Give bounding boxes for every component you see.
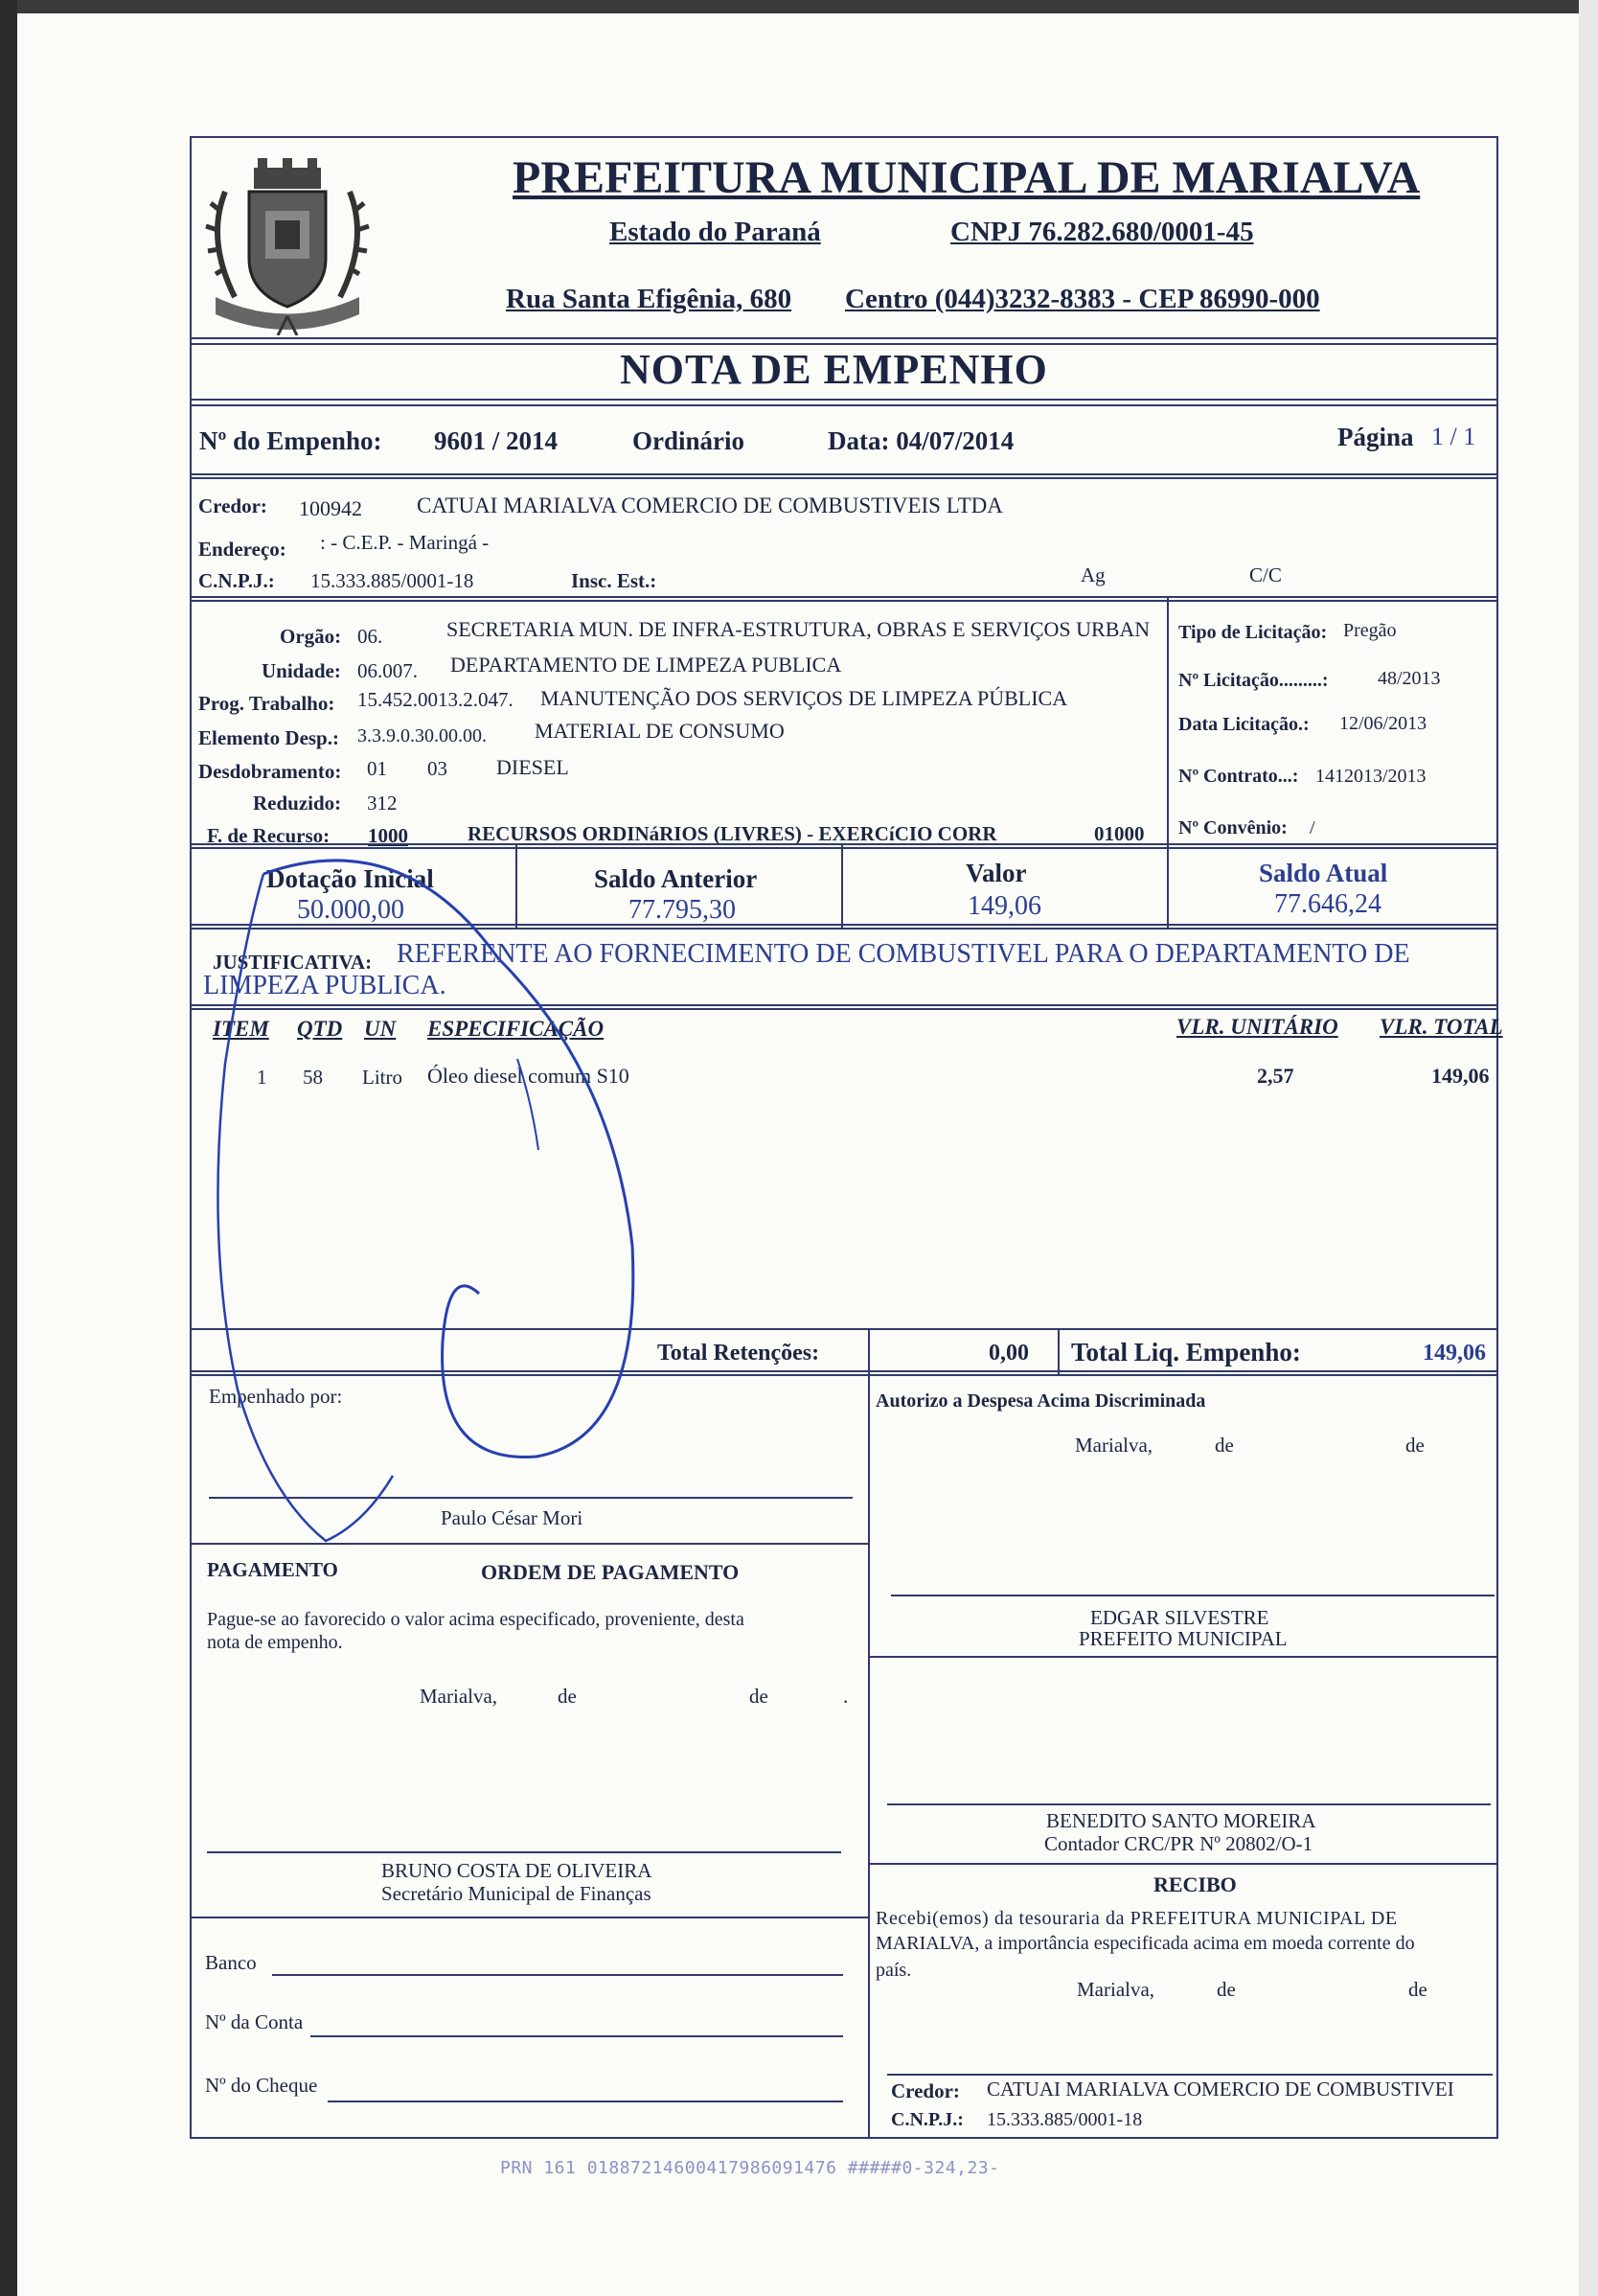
recibo-line2: MARIALVA, a importância especificada acima em moeda corrente do <box>876 1933 1415 1954</box>
pagamento-label: PAGAMENTO <box>207 1558 338 1581</box>
pagamento-de2: de <box>749 1685 768 1708</box>
credor-code: 100942 <box>299 496 362 520</box>
autorizo-label: Autorizo a Despesa Acima Discriminada <box>876 1390 1206 1412</box>
elem-code: 3.3.9.0.30.00.00. <box>357 725 487 746</box>
prog-code: 15.452.0013.2.047. <box>357 688 514 711</box>
unidade-name: DEPARTAMENTO DE LIMPEZA PUBLICA <box>450 653 842 677</box>
col-item: ITEM <box>213 1017 269 1041</box>
banco-label: Banco <box>205 1951 257 1974</box>
recibo-line1: Recebi(emos) da tesouraria da PREFEITURA MUNICIPAL DE <box>876 1908 1398 1929</box>
valor-value: 149,06 <box>968 891 1041 921</box>
ag-label: Ag <box>1081 563 1106 586</box>
pagamento-place: Marialva, <box>420 1685 498 1708</box>
endereco-value: : - C.E.P. - Maringá - <box>320 531 490 554</box>
empenhado-label: Empenhado por: <box>209 1385 343 1408</box>
pagamento-de1: de <box>558 1685 577 1708</box>
empenho-type: Ordinário <box>632 426 745 455</box>
row-item: 1 <box>257 1066 267 1089</box>
desd-name: DIESEL <box>496 755 569 779</box>
num-licitacao-value: 48/2013 <box>1378 668 1441 689</box>
empenho-number: 9601 / 2014 <box>434 426 559 455</box>
secretario-name: BRUNO COSTA DE OLIVEIRA <box>381 1859 652 1882</box>
insc-label: Insc. Est.: <box>571 569 657 592</box>
contador-role: Contador CRC/PR Nº 20802/O-1 <box>1044 1832 1313 1855</box>
rec-name: RECURSOS ORDINáRIOS (LIVRES) - EXERCíCIO CORR <box>468 822 997 845</box>
rec-code: 1000 <box>368 824 408 847</box>
orgao-code: 06. <box>357 625 383 648</box>
autorizo-de1: de <box>1215 1434 1234 1457</box>
red-value: 312 <box>367 792 398 815</box>
conta-label: Nº da Conta <box>205 2010 304 2033</box>
contrato-label: Nº Contrato...: <box>1178 766 1299 787</box>
data-licitacao-value: 12/06/2013 <box>1339 713 1427 734</box>
autorizo-place: Marialva, <box>1075 1434 1153 1457</box>
valor-label: Valor <box>966 859 1027 887</box>
bank-stamp-line: PRN 161 01887214600417986091476 #####0-324,23- <box>500 2158 1000 2178</box>
recibo-de1: de <box>1217 1978 1236 2001</box>
saldo-atual-value: 77.646,24 <box>1274 889 1381 919</box>
data-licitacao-label: Data Licitação.: <box>1178 714 1310 735</box>
saldo-atual-label: Saldo Atual <box>1259 859 1388 887</box>
empenhado-name: Paulo César Mori <box>441 1506 583 1529</box>
header-title: PREFEITURA MUNICIPAL DE MARIALVA <box>513 152 1421 203</box>
footer-cnpj-value: 15.333.885/0001-18 <box>987 2109 1143 2130</box>
pagamento-text2: nota de empenho. <box>207 1632 343 1653</box>
justificativa-label: JUSTIFICATIVA: <box>213 951 373 974</box>
ret-label: Total Retenções: <box>657 1341 820 1366</box>
rec-label: F. de Recurso: <box>207 824 331 847</box>
col-vlr-total: VLR. TOTAL <box>1380 1015 1503 1039</box>
header-state: Estado do Paraná <box>609 217 821 247</box>
col-vlr-unit: VLR. UNITÁRIO <box>1176 1015 1338 1039</box>
liq-label: Total Liq. Empenho: <box>1071 1338 1301 1366</box>
row-vlr-unit: 2,57 <box>1257 1064 1294 1088</box>
orgao-name: SECRETARIA MUN. DE INFRA-ESTRUTURA, OBRAS E SERVIÇOS URBAN <box>446 617 1151 641</box>
endereco-label: Endereço: <box>198 538 286 561</box>
saldo-anterior-label: Saldo Anterior <box>594 864 758 893</box>
footer-credor-label: Credor: <box>891 2079 960 2102</box>
credor-label: Credor: <box>198 494 267 517</box>
pagamento-text1: Pague-se ao favorecido o valor acima especificado, proveniente, desta <box>207 1609 744 1630</box>
prefeito-role: PREFEITO MUNICIPAL <box>1079 1627 1288 1650</box>
pagamento-dot: . <box>843 1685 849 1708</box>
empenho-date: Data: 04/07/2014 <box>828 426 1015 455</box>
header-cnpj: CNPJ 76.282.680/0001-45 <box>950 217 1254 247</box>
credor-name: CATUAI MARIALVA COMERCIO DE COMBUSTIVEIS LTDA <box>417 494 1003 517</box>
rec-code2: 01000 <box>1094 822 1145 845</box>
cnpj-label: C.N.P.J.: <box>198 569 275 592</box>
dotacao-inicial-value: 50.000,00 <box>297 895 404 925</box>
liq-value: 149,06 <box>1423 1341 1486 1366</box>
prog-label: Prog. Trabalho: <box>198 692 335 715</box>
convenio-value: / <box>1310 817 1315 838</box>
row-un: Litro <box>362 1066 402 1089</box>
saldo-anterior-value: 77.795,30 <box>628 895 736 925</box>
recibo-title: RECIBO <box>1153 1872 1237 1896</box>
prog-name: MANUTENÇÃO DOS SERVIÇOS DE LIMPEZA PÚBLICA <box>540 686 1068 710</box>
row-qtd: 58 <box>303 1066 323 1089</box>
num-licitacao-label: Nº Licitação.........: <box>1178 670 1329 691</box>
desd-b: 03 <box>427 757 447 780</box>
header-address: Rua Santa Efigênia, 680 <box>506 284 792 314</box>
ret-value: 0,00 <box>989 1341 1029 1366</box>
contador-name: BENEDITO SANTO MOREIRA <box>1046 1809 1316 1832</box>
red-label: Reduzido: <box>253 792 342 815</box>
recibo-de2: de <box>1408 1978 1427 2001</box>
footer-credor-name: CATUAI MARIALVA COMERCIO DE COMBUSTIVEI <box>987 2078 1454 2101</box>
col-un: UN <box>364 1017 397 1041</box>
page-value: 1 / 1 <box>1431 423 1476 450</box>
recibo-line3: país. <box>876 1960 912 1981</box>
footer-cnpj-label: C.N.P.J.: <box>891 2109 964 2130</box>
cheque-label: Nº do Cheque <box>205 2074 318 2097</box>
elem-label: Elemento Desp.: <box>198 726 339 749</box>
row-espec: Óleo diesel comum S10 <box>427 1064 629 1088</box>
header-district-phone: Centro (044)3232-8383 - CEP 86990-000 <box>845 284 1320 314</box>
desd-label: Desdobramento: <box>198 760 342 783</box>
orgao-label: Orgão: <box>280 625 342 648</box>
cc-label: C/C <box>1249 563 1282 586</box>
tipo-licitacao-label: Tipo de Licitação: <box>1178 622 1328 643</box>
secretario-role: Secretário Municipal de Finanças <box>381 1882 651 1905</box>
row-vlr-total: 149,06 <box>1431 1064 1490 1088</box>
recibo-place: Marialva, <box>1077 1978 1155 2001</box>
desd-a: 01 <box>367 757 387 780</box>
unidade-label: Unidade: <box>262 659 341 682</box>
empenho-label: Nº do Empenho: <box>199 426 382 455</box>
ordem-label: ORDEM DE PAGAMENTO <box>481 1560 740 1584</box>
dotacao-inicial-label: Dotação Inicial <box>266 864 434 893</box>
convenio-label: Nº Convênio: <box>1178 817 1288 838</box>
col-espec: ESPECIFICAÇÃO <box>427 1017 605 1041</box>
col-qtd: QTD <box>297 1017 343 1041</box>
autorizo-de2: de <box>1405 1434 1425 1457</box>
doc-title: NOTA DE EMPENHO <box>620 346 1048 393</box>
elem-name: MATERIAL DE CONSUMO <box>535 719 785 743</box>
unidade-code: 06.007. <box>357 659 418 682</box>
cnpj-value: 15.333.885/0001-18 <box>310 569 474 592</box>
prefeito-name: EDGAR SILVESTRE <box>1090 1606 1269 1629</box>
page-label: Página <box>1337 423 1414 451</box>
contrato-value: 1412013/2013 <box>1315 766 1427 787</box>
tipo-licitacao-value: Pregão <box>1343 620 1397 641</box>
justificativa-line2: LIMPEZA PUBLICA. <box>203 971 446 1000</box>
justificativa-line1: REFERENTE AO FORNECIMENTO DE COMBUSTIVEL PARA O DEPARTAMENTO DE <box>397 939 1410 969</box>
